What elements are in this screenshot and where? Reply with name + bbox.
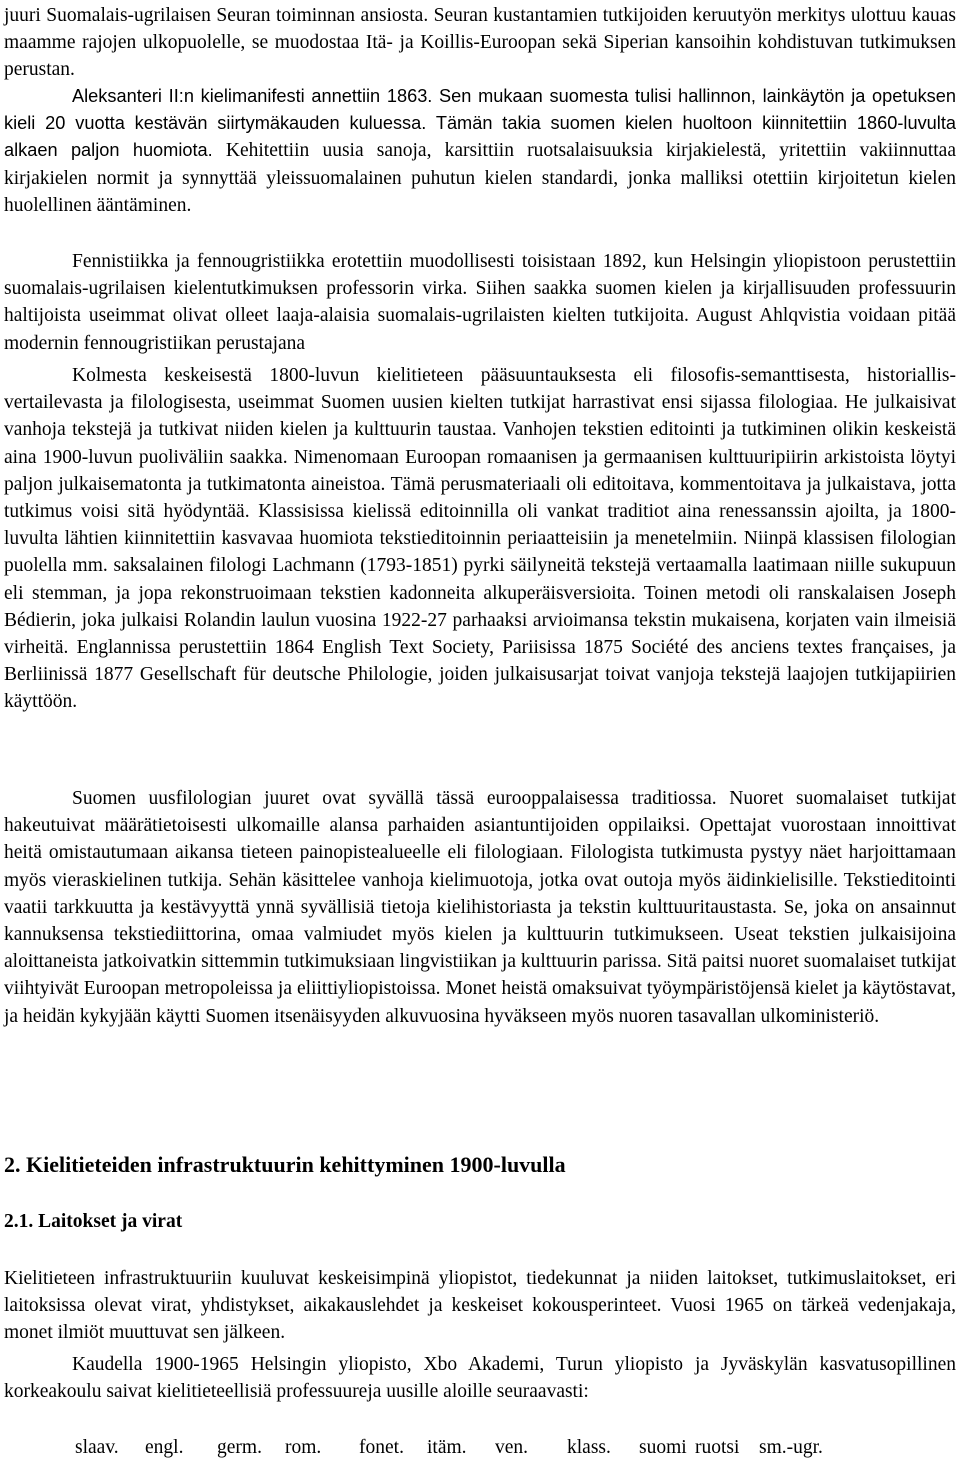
abbr-item: sm.-ugr. — [759, 1437, 823, 1458]
abbr-item: suomi — [639, 1437, 687, 1458]
paragraph-infrastructure: Kielitieteen infrastruktuuriin kuuluvat keskeisimpinä yliopistot, tiedekunnat ja niiden laitokset, tutkimuslaitokset, eri laitoksissa olevat virat, yhdistykset, aikakauslehdet ja keskeiset kokousperinteet. Vuosi 1965 on tärkeä vedenjakaja, monet ilmiöt muuttuvat sen jälkeen. — [4, 1268, 956, 1344]
manifesto-sans-text: Aleksanteri II:n kielimanifesti annettiin 1863. Sen mukaan suomesta tulisi hallinnon, lainkäytön ja opetuksen kieli 20 vuotta kestävän siirtymäkauden kuluessa. Tämän takia suomen kielen huoltoon kiinnitettiin 1860-luvulta alkaen paljon huomiota. — [4, 86, 956, 161]
abbr-item: rom. — [285, 1437, 322, 1458]
paragraph-manifesto — [4, 83, 956, 219]
abbr-item: fonet. — [359, 1437, 404, 1458]
abbr-item: ven. — [495, 1437, 529, 1458]
abbr-item: slaav. — [75, 1437, 119, 1458]
abbr-item: engl. — [145, 1437, 184, 1458]
section-heading: 2. Kielitieteiden infrastruktuurin kehittyminen 1900-luvulla — [4, 1152, 566, 1177]
paragraph-period: Kaudella 1900-1965 Helsingin yliopisto, Xbo Akademi, Turun yliopisto ja Jyväskylän kasvatusopillinen korkeakoulu saivat kielitieteellisiä professuureja uusille aloille seuraavasti: — [4, 1354, 956, 1403]
paragraph-fennistics: Fennistiikka ja fennougristiikka erotettiin muodollisesti toisistaan 1892, kun Helsingin yliopistoon perustettiin suomalais-ugrilaisen kielentutkimuksen professorin virka. Siihen saakka suomen kielen ja kirjallisuuden professuurin haltijoista useimmat olivat olleet laaja-alaisia suomalais-ugrilaisten kielten tutkijoita. August Ahlqvistia voidaan pitää modernin fennougristiikan perustajana — [4, 251, 956, 354]
professorship-abbreviations — [75, 1434, 823, 1461]
paragraph-intro: juuri Suomalais-ugrilaisen Seuran toiminnan ansiosta. Seuran kustantamien tutkijoiden keruutyön merkitys ulottuu kauas maamme rajojen ulkopuolelle, se muodostaa Itä- ja Koillis-Euroopan sekä Siperian kansoihin kohdistuvan tutkimuksen perustan. — [4, 5, 956, 81]
subsection-heading: 2.1. Laitokset ja virat — [4, 1211, 183, 1232]
abbr-item: ruotsi — [695, 1437, 740, 1458]
abbr-item: itäm. — [427, 1437, 467, 1458]
manifesto-continuation: Kehitettiin uusia sanoja, karsittiin ruotsalaisuuksia kirjakielestä, yritettiin vakiinnuttaa kirjakielen normit ja synnyttää yleissuomalainen puhutun kielen standardi, jonka malliksi otettiin kirjoitetun kielen huolellinen ääntäminen. — [4, 140, 956, 216]
paragraph-trends: Kolmesta keskeisestä 1800-luvun kielitieteen pääsuuntauksesta eli filosofis-semanttisesta, historiallis-vertailevasta ja filologisesta, useimmat Suomen uusien kielten tutkijat harrastivat ensi sijassa filologiaa. He julkaisivat vanhoja tekstejä ja tutkivat niiden kielen ja kulttuurin taustaa. Vanhojen tekstien editointi ja tutkiminen olikin keskeistä aina 1900-luvun puoliväliin saakka. Nimenomaan Euroopan romaanisen ja germaanisen kulttuuripiirin arkistoista löytyi paljon julkaisematonta ja tutkimatonta aineistoa. Tämä perusmateriaali oli editoitava, kommentoitava ja julkaistava, jotta tutkimus voisi sitä hyödyntää. Klassisissa kielissä editoinnilla oli vankat traditiot aina renessanssin ajoilta, ja 1800-luvulta lähtien kiinnitettiin kasvavaa huomiota tekstieditoinnin periaatteisiin ja menetelmiin. Niinpä klassisen filologian puolella mm. saksalainen filologi Lachmann (1793-1851) pyrki säilyneitä tekstejä vertaamalla laatimaan niille sukupuun eli stemman, ja jopa rekonstruoimaan tekstien kadonneita alkuperäisversioita. Toinen metodi oli ranskalaisen Joseph Bédierin, joka julkaisi Rolandin laulun vuosina 1922-27 parhaaksi arvioimansa tekstin mukaisena, korjaten vain ilmeisiä virheitä. Englannissa perustettiin 1864 English Text Society, Pariisissa 1875 Société des anciens textes françaises, ja Berliinissä 1877 Gesellschaft für deutsche Philologie, joiden julkaisusarjat toivat vanjoja tekstejä laajojen tutkijapiirien käyttöön. — [4, 365, 956, 713]
abbr-item: germ. — [217, 1437, 262, 1458]
paragraph-neophilology: Suomen uusfilologian juuret ovat syvällä tässä eurooppalaisessa traditiossa. Nuoret suomalaiset tutkijat hakeutuivat määrätietoisesti ulkomaille alansa parhaiden asiantuntijoiden oppilaiksi. Opettajat vuorostaan innoittivat heitä omistautumaan aikansa tieteen painopistealueelle eli filologiaan. Filologista tutkimusta pystyy näet harjoittamaan myös vieraskielinen tutkija. Sehän käsittelee vanhoja kielimuotoja, jotka ovat outoja myös äidinkielisille. Tekstieditointi vaatii tarkkuutta ja kestävyyttä ynnä syvällisiä tietoja kielihistoriasta ja tekstin kulttuuritaustasta. Se, joka on ansainnut kannuksensa tekstiediittorina, omaa valmiudet myös kielen ja kulttuurin tutkimukseen. Useat tekstien julkaisijoina aloittaneista jatkoivatkin sittemmin tutkimuksiaan lingvistiikan ja kulttuurin parissa. Sitä paitsi nuoret suomalaiset tutkijat viihtyivät Euroopan metropoleissa ja eliittiyliopistoissa. Monet heistä omaksuivat työympäristöjensä kielet ja käytöstavat, ja heidän kykyjään käytti Suomen itsenäisyyden alkuvuosina hyväkseen myös nuoren tasavallan ulkoministeriö. — [4, 788, 956, 1027]
abbr-item: klass. — [567, 1437, 611, 1458]
